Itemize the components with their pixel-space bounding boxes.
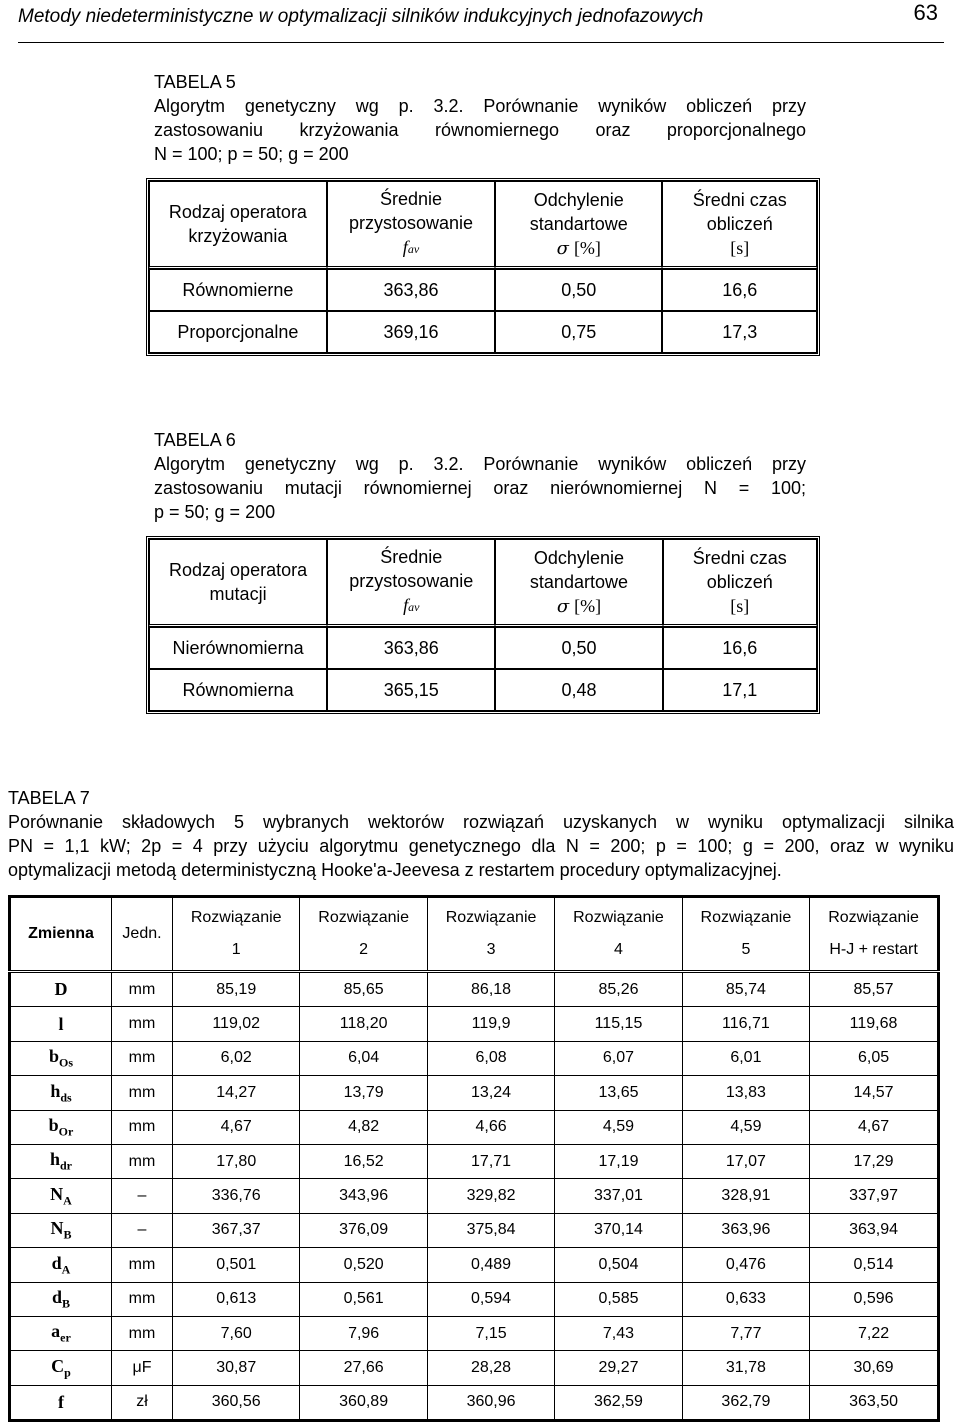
table6-label: TABELA 6 <box>154 430 236 450</box>
table-row <box>10 1007 939 1041</box>
value-cell: 16,52 <box>300 1144 427 1178</box>
variable-cell: $C_p$ <box>10 1351 112 1385</box>
value-cell: 119,02 <box>173 1007 300 1041</box>
value-cell: 4,59 <box>555 1110 682 1144</box>
table-row <box>149 269 817 311</box>
value-cell: 7,96 <box>300 1316 427 1350</box>
value-cell: 4,67 <box>173 1110 300 1144</box>
value-cell: 7,15 <box>427 1316 554 1350</box>
header-cell: Rozwiązanie 4 <box>555 897 682 972</box>
value-cell: 0,633 <box>682 1282 809 1316</box>
value-cell: 6,01 <box>682 1041 809 1075</box>
table6-caption <box>154 428 806 524</box>
value-cell: 17,71 <box>427 1144 554 1178</box>
value-cell: 17,80 <box>173 1144 300 1178</box>
caption-line: p = 50; g = 200 <box>154 502 276 522</box>
value-cell: 363,96 <box>682 1213 809 1247</box>
value-cell: 28,28 <box>427 1351 554 1385</box>
header-cell: Jedn. <box>112 897 173 972</box>
variable-cell: $b_{Os}$ <box>10 1041 112 1075</box>
value-cell: 30,69 <box>810 1351 939 1385</box>
table-cell: Nierównomierna <box>149 627 327 669</box>
header-cell: Odchylenie standartowe σ [%] <box>495 539 662 627</box>
variable-cell: $b_{Or}$ <box>10 1110 112 1144</box>
header-cell: Zmienna <box>10 897 112 972</box>
value-cell: 13,24 <box>427 1076 554 1110</box>
value-cell: 0,594 <box>427 1282 554 1316</box>
value-cell: 337,97 <box>810 1179 939 1213</box>
value-cell: 13,83 <box>682 1076 809 1110</box>
table-cell: 365,15 <box>327 669 495 711</box>
value-cell: 116,71 <box>682 1007 809 1041</box>
variable-cell: $d_B$ <box>10 1282 112 1316</box>
value-cell: 17,19 <box>555 1144 682 1178</box>
table-cell: 0,75 <box>495 311 662 353</box>
value-cell: 118,20 <box>300 1007 427 1041</box>
table-row <box>10 1282 939 1316</box>
header-cell: Średnie przystosowanie fav <box>327 539 495 627</box>
value-cell: 370,14 <box>555 1213 682 1247</box>
value-cell: 30,87 <box>173 1351 300 1385</box>
table-row <box>10 1248 939 1282</box>
value-cell: 343,96 <box>300 1179 427 1213</box>
table-row <box>10 1179 939 1213</box>
variable-cell: $d_A$ <box>10 1248 112 1282</box>
header-cell: Rodzaj operatora krzyżowania <box>149 181 327 269</box>
table-row <box>10 1041 939 1075</box>
table-cell: 17,3 <box>662 311 817 353</box>
table-header-row <box>149 539 817 627</box>
table-header-row <box>10 897 939 972</box>
unit-cell: mm <box>112 1007 173 1041</box>
header-cell: Średni czas obliczeń [s] <box>663 539 817 627</box>
table-cell: 16,6 <box>662 269 817 311</box>
value-cell: 14,57 <box>810 1076 939 1110</box>
value-cell: 336,76 <box>173 1179 300 1213</box>
value-cell: 119,68 <box>810 1007 939 1041</box>
value-cell: 17,29 <box>810 1144 939 1178</box>
value-cell: 7,77 <box>682 1316 809 1350</box>
value-cell: 29,27 <box>555 1351 682 1385</box>
value-cell: 14,27 <box>173 1076 300 1110</box>
value-cell: 13,65 <box>555 1076 682 1110</box>
value-cell: 85,57 <box>810 972 939 1007</box>
value-cell: 0,585 <box>555 1282 682 1316</box>
value-cell: 0,476 <box>682 1248 809 1282</box>
value-cell: 0,520 <box>300 1248 427 1282</box>
header-cell: Rozwiązanie 2 <box>300 897 427 972</box>
value-cell: 13,79 <box>300 1076 427 1110</box>
table-row <box>149 311 817 353</box>
header-cell: Rozwiązanie 5 <box>682 897 809 972</box>
value-cell: 86,18 <box>427 972 554 1007</box>
table-cell: 0,50 <box>495 269 662 311</box>
value-cell: 376,09 <box>300 1213 427 1247</box>
table-cell: 17,1 <box>663 669 817 711</box>
value-cell: 329,82 <box>427 1179 554 1213</box>
running-header <box>18 0 944 43</box>
table-cell: Proporcjonalne <box>149 311 327 353</box>
unit-cell: mm <box>112 1041 173 1075</box>
value-cell: 0,501 <box>173 1248 300 1282</box>
value-cell: 367,37 <box>173 1213 300 1247</box>
variable-cell: l <box>10 1007 112 1041</box>
header-cell: Rozwiązanie 3 <box>427 897 554 972</box>
variable-cell: D <box>10 972 112 1007</box>
table7-body <box>10 972 939 1421</box>
table7-label: TABELA 7 <box>8 788 90 808</box>
table6 <box>146 536 820 714</box>
unit-cell: mm <box>112 1316 173 1350</box>
table-cell: 16,6 <box>663 627 817 669</box>
value-cell: 362,79 <box>682 1385 809 1420</box>
value-cell: 17,07 <box>682 1144 809 1178</box>
value-cell: 363,50 <box>810 1385 939 1420</box>
header-cell: Odchylenie standartowe σ [%] <box>495 181 662 269</box>
variable-cell: $N_A$ <box>10 1179 112 1213</box>
table-cell: 0,50 <box>495 627 662 669</box>
caption-line: zastosowaniu krzyżowania równomiernego oraz proporcjonalnego <box>154 120 806 140</box>
variable-cell: f <box>10 1385 112 1420</box>
unit-cell: μF <box>112 1351 173 1385</box>
table-header-row <box>149 181 817 269</box>
page-number: 63 <box>913 0 938 25</box>
value-cell: 6,05 <box>810 1041 939 1075</box>
value-cell: 119,9 <box>427 1007 554 1041</box>
value-cell: 337,01 <box>555 1179 682 1213</box>
value-cell: 328,91 <box>682 1179 809 1213</box>
value-cell: 6,04 <box>300 1041 427 1075</box>
value-cell: 6,07 <box>555 1041 682 1075</box>
value-cell: 0,596 <box>810 1282 939 1316</box>
header-cell: Średnie przystosowanie fav <box>327 181 495 269</box>
table-row <box>10 1144 939 1178</box>
value-cell: 0,514 <box>810 1248 939 1282</box>
value-cell: 0,561 <box>300 1282 427 1316</box>
value-cell: 362,59 <box>555 1385 682 1420</box>
value-cell: 363,94 <box>810 1213 939 1247</box>
caption-line: zastosowaniu mutacji równomiernej oraz nierównomiernej N = 100; <box>154 478 806 498</box>
value-cell: 0,504 <box>555 1248 682 1282</box>
table5-caption <box>154 70 806 166</box>
caption-line: Algorytm genetyczny wg p. 3.2. Porównanie wyników obliczeń przy <box>154 454 806 474</box>
variable-cell: $h_{dr}$ <box>10 1144 112 1178</box>
value-cell: 0,613 <box>173 1282 300 1316</box>
value-cell: 85,26 <box>555 972 682 1007</box>
value-cell: 360,89 <box>300 1385 427 1420</box>
table7 <box>8 895 940 1422</box>
unit-cell: mm <box>112 1110 173 1144</box>
caption-line: Algorytm genetyczny wg p. 3.2. Porównanie wyników obliczeń przy <box>154 96 806 116</box>
table-row <box>10 1110 939 1144</box>
value-cell: 4,59 <box>682 1110 809 1144</box>
unit-cell: mm <box>112 1282 173 1316</box>
variable-cell: $a_{er}$ <box>10 1316 112 1350</box>
table-cell: 363,86 <box>327 627 495 669</box>
value-cell: 85,19 <box>173 972 300 1007</box>
header-cell: Średni czas obliczeń [s] <box>662 181 817 269</box>
header-cell: Rozwiązanie H-J + restart <box>810 897 939 972</box>
caption-line: N = 100; p = 50; g = 200 <box>154 144 349 164</box>
table-row <box>10 972 939 1007</box>
value-cell: 4,82 <box>300 1110 427 1144</box>
value-cell: 360,56 <box>173 1385 300 1420</box>
table-row <box>10 1316 939 1350</box>
variable-cell: $N_B$ <box>10 1213 112 1247</box>
table-row <box>10 1385 939 1420</box>
value-cell: 0,489 <box>427 1248 554 1282</box>
unit-cell: mm <box>112 1144 173 1178</box>
header-cell: Rodzaj operatora mutacji <box>149 539 327 627</box>
caption-line: Porównanie składowych 5 wybranych wektorów rozwiązań uzyskanych w wyniku optymalizacji silnika <box>8 812 954 832</box>
value-cell: 360,96 <box>427 1385 554 1420</box>
variable-cell: $h_{ds}$ <box>10 1076 112 1110</box>
unit-cell: mm <box>112 972 173 1007</box>
table-cell: Równomierne <box>149 269 327 311</box>
caption-line: PN = 1,1 kW; 2p = 4 przy użyciu algorytmu genetycznego dla N = 200; p = 100; g = 200, oraz w wyniku <box>8 836 954 856</box>
table-row <box>10 1351 939 1385</box>
unit-cell: – <box>112 1179 173 1213</box>
table-cell: 0,48 <box>495 669 662 711</box>
unit-cell: zł <box>112 1385 173 1420</box>
value-cell: 115,15 <box>555 1007 682 1041</box>
value-cell: 31,78 <box>682 1351 809 1385</box>
unit-cell: – <box>112 1213 173 1247</box>
value-cell: 4,66 <box>427 1110 554 1144</box>
value-cell: 4,67 <box>810 1110 939 1144</box>
table-row <box>10 1076 939 1110</box>
value-cell: 6,02 <box>173 1041 300 1075</box>
unit-cell: mm <box>112 1248 173 1282</box>
unit-cell: mm <box>112 1076 173 1110</box>
table-row <box>149 669 817 711</box>
table-cell: Równomierna <box>149 669 327 711</box>
table-cell: 369,16 <box>327 311 495 353</box>
table7-caption <box>8 786 954 882</box>
value-cell: 7,60 <box>173 1316 300 1350</box>
value-cell: 375,84 <box>427 1213 554 1247</box>
table-row <box>149 627 817 669</box>
table-row <box>10 1213 939 1247</box>
table5-label: TABELA 5 <box>154 72 236 92</box>
value-cell: 6,08 <box>427 1041 554 1075</box>
value-cell: 7,43 <box>555 1316 682 1350</box>
table-cell: 363,86 <box>327 269 495 311</box>
value-cell: 85,74 <box>682 972 809 1007</box>
header-cell: Rozwiązanie 1 <box>173 897 300 972</box>
table5 <box>146 178 820 356</box>
value-cell: 27,66 <box>300 1351 427 1385</box>
value-cell: 85,65 <box>300 972 427 1007</box>
value-cell: 7,22 <box>810 1316 939 1350</box>
caption-line: optymalizacji metodą deterministyczną Hooke'a-Jeevesa z restartem procedury optymalizacyjnej. <box>8 860 782 880</box>
header-title: Metody niedeterministyczne w optymalizacji silników indukcyjnych jednofazowych <box>18 6 704 27</box>
